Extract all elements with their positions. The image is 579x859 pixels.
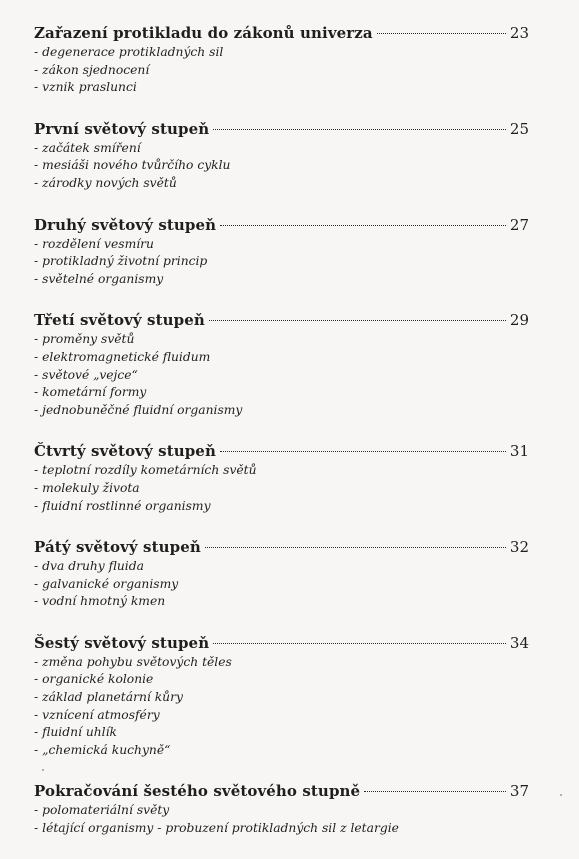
dash-bullet: - (34, 254, 39, 269)
subtopic-text: degenerace protikladných sil (42, 45, 224, 59)
subtopic-text: mesiáši nového tvůrčího cyklu (42, 158, 231, 173)
dot-leader (209, 320, 506, 321)
dash-bullet: - (34, 559, 39, 574)
subtopic-item (34, 253, 529, 271)
dash-bullet: - (34, 821, 39, 836)
subtopic-text: dva druhy fluida (42, 559, 144, 574)
subtopic-list (34, 654, 529, 760)
dash-bullet: - (34, 158, 39, 173)
subtopic-text: kometární formy (42, 385, 147, 400)
dash-bullet: - (34, 803, 39, 818)
subtopic-item (34, 157, 529, 175)
paper-speck (42, 769, 44, 771)
page-number: 23 (509, 24, 529, 42)
subtopic-list (34, 462, 529, 515)
subtopic-text: světelné organismy (42, 271, 164, 286)
subtopic-item (34, 367, 529, 385)
dash-bullet: - (34, 80, 39, 95)
dash-bullet: - (34, 576, 39, 591)
toc-entry[interactable] (34, 440, 529, 462)
dash-bullet: - (34, 498, 39, 513)
page-number: 32 (509, 538, 529, 557)
page-number: 31 (509, 442, 529, 461)
toc-entry[interactable] (34, 536, 529, 558)
toc-entry[interactable] (34, 118, 529, 140)
dash-bullet: - (34, 367, 39, 382)
subtopic-item (34, 236, 529, 254)
toc-section (34, 440, 529, 515)
dot-leader (213, 129, 506, 130)
section-title: První světový stupeň (34, 119, 210, 138)
subtopic-list (34, 44, 529, 97)
subtopic-text: vznik praslunci (42, 80, 137, 95)
section-title: Pokračování šestého světového stupně (34, 782, 361, 801)
subtopic-text: organické kolonie (42, 672, 154, 687)
subtopic-item (34, 271, 529, 289)
table-of-contents (34, 22, 529, 859)
subtopic-text: galvanické organismy (42, 576, 179, 591)
dash-bullet: - (34, 690, 39, 705)
subtopic-item (34, 402, 529, 420)
subtopic-text: fluidní uhlík (42, 725, 118, 740)
subtopic-text: vznícení atmosféry (42, 707, 160, 722)
subtopic-text: jednobuněčné fluidní organismy (42, 402, 243, 417)
subtopic-text: létající organismy - probuzení protikladných sil z letargie (42, 821, 399, 836)
subtopic-text: protikladný životní princip (42, 254, 208, 269)
paper-speck (560, 794, 562, 796)
section-title: Čtvrtý světový stupeň (34, 442, 216, 461)
subtopic-item (34, 802, 529, 820)
subtopic-item (34, 654, 529, 672)
subtopic-text: polomateriální světy (42, 803, 170, 818)
toc-entry[interactable] (34, 780, 529, 802)
toc-entry[interactable] (34, 22, 529, 44)
dash-bullet: - (34, 463, 39, 478)
subtopic-text: zákon sjednocení (42, 62, 150, 77)
subtopic-item (34, 44, 529, 62)
section-title: Třetí světový stupeň (34, 311, 205, 330)
dot-leader (220, 451, 506, 452)
dot-leader (220, 225, 506, 226)
subtopic-list (34, 558, 529, 611)
subtopic-item (34, 593, 529, 611)
subtopic-text: rozdělení vesmíru (42, 236, 154, 251)
subtopic-item (34, 689, 529, 707)
subtopic-item (34, 175, 529, 193)
dot-leader (364, 791, 506, 792)
toc-section (34, 214, 529, 289)
toc-entry[interactable] (34, 214, 529, 236)
subtopic-item (34, 140, 529, 158)
dash-bullet: - (34, 271, 39, 286)
subtopic-text: elektromagnetické fluidum (42, 349, 211, 364)
toc-entry[interactable] (34, 632, 529, 654)
subtopic-item (34, 671, 529, 689)
page-number: 37 (509, 782, 529, 801)
subtopic-item (34, 724, 529, 742)
subtopic-item (34, 820, 529, 838)
subtopic-item (34, 480, 529, 498)
subtopic-text: „chemická kuchyně“ (42, 742, 171, 757)
subtopic-text: světové „vejce“ (42, 367, 138, 382)
toc-section (34, 632, 529, 760)
subtopic-item (34, 384, 529, 402)
toc-section (34, 536, 529, 611)
subtopic-item (34, 79, 529, 97)
subtopic-item (34, 62, 529, 80)
toc-section (34, 309, 529, 419)
section-title: Šestý světový stupeň (34, 633, 210, 652)
subtopic-text: fluidní rostlinné organismy (42, 498, 211, 513)
page-number: 29 (509, 311, 529, 330)
subtopic-text: vodní hmotný kmen (42, 594, 166, 609)
toc-section (34, 780, 529, 837)
subtopic-text: zárodky nových světů (42, 175, 177, 190)
subtopic-text: změna pohybu světových těles (42, 654, 232, 669)
dash-bullet: - (34, 332, 39, 347)
subtopic-list (34, 140, 529, 193)
subtopic-item (34, 558, 529, 576)
dash-bullet: - (34, 62, 39, 77)
subtopic-text: proměny světů (42, 332, 135, 347)
toc-section (34, 22, 529, 97)
dash-bullet: - (34, 349, 39, 364)
dash-bullet: - (34, 672, 39, 687)
page-number: 25 (509, 119, 529, 138)
toc-section (34, 118, 529, 193)
dot-leader (205, 547, 506, 548)
subtopic-item (34, 331, 529, 349)
dash-bullet: - (34, 594, 39, 609)
subtopic-text: základ planetární kůry (42, 690, 183, 705)
dot-leader (377, 33, 506, 34)
subtopic-text: molekuly života (42, 480, 140, 495)
subtopic-text: začátek smíření (42, 140, 141, 155)
dash-bullet: - (34, 742, 39, 757)
dash-bullet: - (34, 385, 39, 400)
dash-bullet: - (34, 140, 39, 155)
section-title: Pátý světový stupeň (34, 538, 201, 557)
subtopic-list (34, 802, 529, 837)
dash-bullet: - (34, 175, 39, 190)
subtopic-list (34, 236, 529, 289)
dash-bullet: - (34, 236, 39, 251)
page-number: 27 (509, 215, 529, 234)
dash-bullet: - (34, 45, 39, 59)
dash-bullet: - (34, 480, 39, 495)
subtopic-item (34, 707, 529, 725)
toc-entry[interactable] (34, 309, 529, 331)
dash-bullet: - (34, 707, 39, 722)
section-title: Druhý světový stupeň (34, 215, 217, 234)
dash-bullet: - (34, 725, 39, 740)
subtopic-item (34, 498, 529, 516)
subtopic-item (34, 349, 529, 367)
subtopic-item (34, 462, 529, 480)
subtopic-text: teplotní rozdíly kometárních světů (42, 463, 257, 478)
dash-bullet: - (34, 654, 39, 669)
subtopic-list (34, 331, 529, 419)
page-number: 34 (509, 633, 529, 652)
subtopic-item (34, 576, 529, 594)
section-title: Zařazení protikladu do zákonů univerza (34, 24, 373, 42)
subtopic-item (34, 742, 529, 760)
dot-leader (213, 643, 506, 644)
dash-bullet: - (34, 402, 39, 417)
